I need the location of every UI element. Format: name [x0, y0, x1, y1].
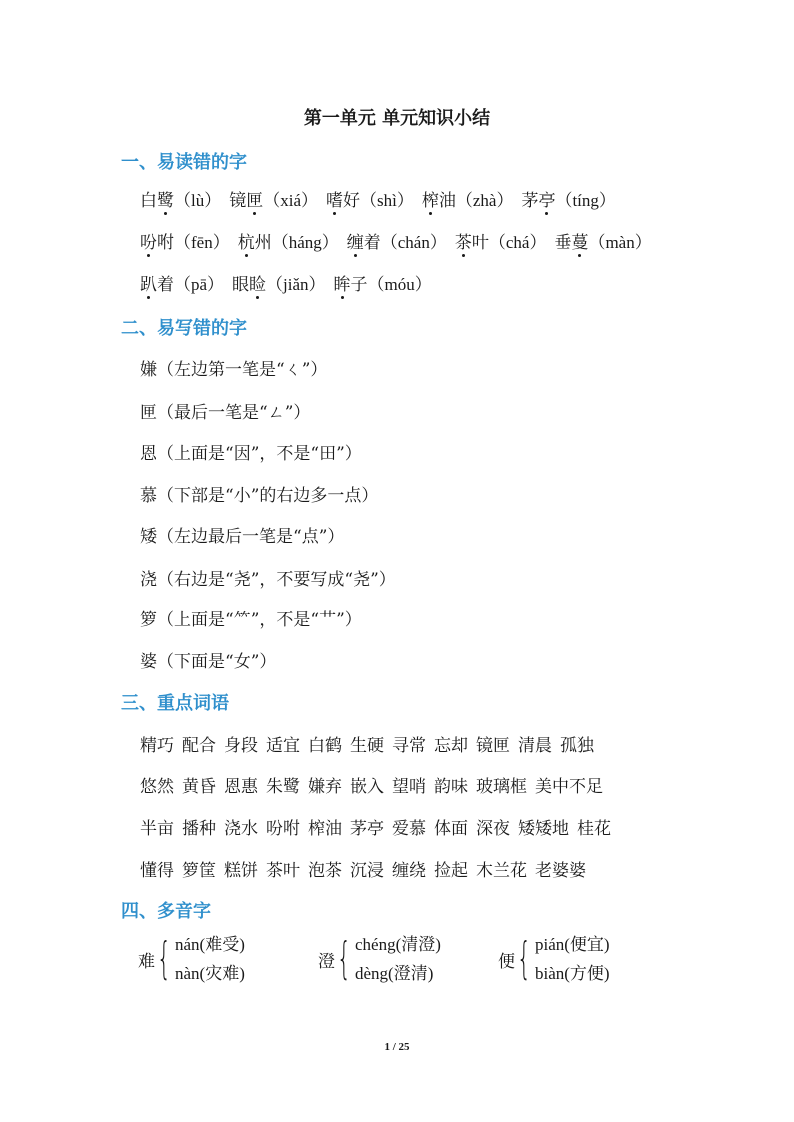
reading-item	[238, 233, 339, 253]
dotted-char: 吩	[140, 233, 157, 253]
word-part: 着	[363, 233, 381, 253]
brace: {	[337, 933, 351, 984]
writing-item: 矮（左边最后一笔是“点”）	[140, 527, 345, 547]
word: 吩咐	[266, 819, 300, 839]
word-part: 茅	[521, 191, 539, 211]
word-row	[140, 772, 611, 797]
page-title: 第一单元 单元知识小结	[303, 108, 491, 129]
dotted-char: 榨	[421, 191, 439, 211]
word: 茅亭	[350, 819, 384, 839]
pinyin: （shì）	[360, 191, 414, 210]
word-part: 咐	[157, 233, 174, 253]
pinyin: （háng）	[271, 233, 339, 252]
word: 美中不足	[535, 777, 603, 797]
word: 箩筐	[182, 861, 216, 881]
word: 适宜	[266, 736, 300, 756]
word-part: 镜	[229, 191, 247, 211]
reading-item	[422, 191, 514, 211]
section-heading-polyphones: 四、多音字	[121, 901, 211, 922]
pinyin: （chán）	[380, 233, 447, 252]
word: 矮矮地	[518, 819, 569, 839]
word: 黄昏	[182, 777, 216, 797]
pinyin: （fēn）	[174, 233, 230, 252]
brace: {	[157, 933, 171, 984]
polyphone-reading: dèng(澄清)	[355, 964, 434, 983]
reading-item	[140, 275, 224, 295]
polyphone-readings	[355, 930, 441, 988]
pinyin: （zhà）	[455, 191, 514, 210]
word-part: 好	[343, 191, 361, 211]
word: 嫌弃	[308, 777, 342, 797]
reading-row	[140, 270, 440, 295]
dotted-char: 趴	[140, 275, 157, 295]
word: 木兰花	[476, 861, 527, 881]
dotted-char: 缠	[346, 233, 364, 253]
dotted-char: 眸	[333, 275, 351, 295]
word: 恩惠	[224, 777, 258, 797]
polyphone-group	[498, 930, 610, 988]
writing-item: 婆（下面是“女”）	[140, 652, 277, 672]
reading-item	[334, 275, 432, 295]
word: 韵味	[434, 777, 468, 797]
word: 播种	[182, 819, 216, 839]
writing-item: 箩（上面是“⺮”，不是“艹”）	[140, 610, 362, 630]
word-part: 垂	[554, 233, 572, 253]
word-part: 着	[157, 275, 174, 295]
dotted-char: 嗜	[326, 191, 344, 211]
word: 玻璃框	[476, 777, 527, 797]
word: 沉浸	[350, 861, 384, 881]
reading-item	[455, 233, 547, 253]
word: 悠然	[140, 777, 174, 797]
section-heading-reading: 一、易读错的字	[121, 152, 247, 173]
word: 泡茶	[308, 861, 342, 881]
word: 缠绕	[392, 861, 426, 881]
polyphone-char: 便	[498, 951, 515, 972]
pinyin: （móu）	[367, 275, 432, 294]
polyphone-readings	[535, 930, 610, 988]
word: 身段	[224, 736, 258, 756]
reading-row	[140, 186, 624, 211]
polyphone-reading: nán(难受)	[175, 935, 245, 954]
reading-item	[554, 233, 651, 253]
word-part: 眼	[232, 275, 250, 295]
section-heading-words: 三、重点词语	[121, 693, 229, 714]
word: 半亩	[140, 819, 174, 839]
reading-row	[140, 228, 660, 253]
pinyin: （jiǎn）	[266, 275, 326, 294]
pinyin: （màn）	[588, 233, 652, 252]
reading-item	[229, 191, 318, 211]
reading-item	[326, 191, 414, 211]
page-number: 1 / 25	[384, 1041, 410, 1053]
word: 榨油	[308, 819, 342, 839]
word-row	[140, 731, 602, 756]
word: 嵌入	[350, 777, 384, 797]
word: 望哨	[392, 777, 426, 797]
writing-item: 浇（右边是“尧”，不要写成“尧”）	[140, 570, 396, 590]
word: 深夜	[476, 819, 510, 839]
dotted-char: 亭	[538, 191, 556, 211]
word: 糕饼	[224, 861, 258, 881]
brace: {	[517, 933, 531, 984]
pinyin: （chá）	[488, 233, 547, 252]
reading-item	[140, 191, 221, 211]
dotted-char: 蔓	[571, 233, 589, 253]
polyphone-group	[138, 930, 245, 988]
word: 精巧	[140, 736, 174, 756]
polyphone-reading: biàn(方便)	[535, 964, 610, 983]
polyphone-reading: pián(便宜)	[535, 935, 610, 954]
word: 清晨	[518, 736, 552, 756]
reading-item	[521, 191, 615, 211]
dotted-char: 杭	[237, 233, 255, 253]
word-part: 叶	[471, 233, 489, 253]
reading-item	[140, 233, 230, 253]
word: 寻常	[392, 736, 426, 756]
pinyin: （lù）	[174, 191, 222, 210]
writing-item: 匣（最后一笔是“ㄥ”）	[140, 403, 311, 423]
word-part: 州	[254, 233, 272, 253]
dotted-char: 睑	[249, 275, 267, 295]
polyphone-char: 澄	[318, 951, 335, 972]
section-heading-writing: 二、易写错的字	[121, 318, 247, 339]
reading-item	[347, 233, 447, 253]
word-part: 油	[438, 191, 456, 211]
word: 懂得	[140, 861, 174, 881]
polyphone-reading: nàn(灾难)	[175, 964, 245, 983]
writing-item: 恩（上面是“因”，不是“田”）	[140, 444, 362, 464]
pinyin: （tíng）	[555, 191, 616, 210]
writing-item: 慕（下部是“小”的右边多一点）	[140, 486, 379, 506]
dotted-char: 鹭	[157, 191, 174, 211]
polyphone-readings	[175, 930, 245, 988]
word: 老婆婆	[535, 861, 586, 881]
dotted-char: 茶	[454, 233, 472, 253]
reading-item	[232, 275, 326, 295]
word-row	[140, 814, 619, 839]
pinyin: （pā）	[174, 275, 225, 294]
dotted-char: 匣	[246, 191, 264, 211]
polyphone-group	[318, 930, 441, 988]
word: 捡起	[434, 861, 468, 881]
word-row	[140, 856, 594, 881]
polyphone-char: 难	[138, 951, 155, 972]
word: 浇水	[224, 819, 258, 839]
word-part: 白	[140, 191, 157, 211]
word: 孤独	[560, 736, 594, 756]
word: 镜匣	[476, 736, 510, 756]
word: 白鹤	[308, 736, 342, 756]
word: 体面	[434, 819, 468, 839]
word: 配合	[182, 736, 216, 756]
word: 生硬	[350, 736, 384, 756]
polyphone-reading: chéng(清澄)	[355, 935, 441, 954]
word: 茶叶	[266, 861, 300, 881]
word: 桂花	[577, 819, 611, 839]
word-part: 子	[350, 275, 368, 295]
writing-item: 嫌（左边第一笔是“ㄑ”）	[140, 360, 328, 380]
word: 爱慕	[392, 819, 426, 839]
word: 忘却	[434, 736, 468, 756]
pinyin: （xiá）	[263, 191, 319, 210]
word: 朱鹭	[266, 777, 300, 797]
